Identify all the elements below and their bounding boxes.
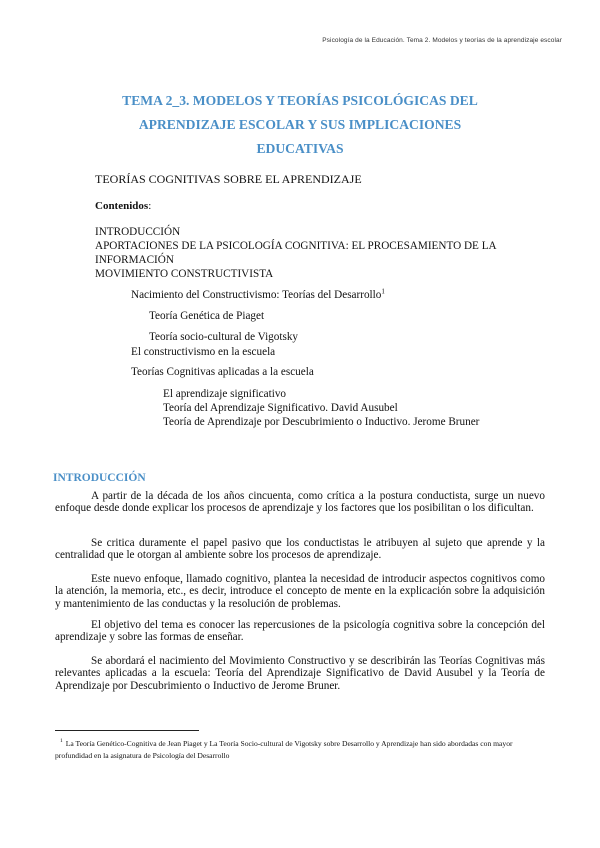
title-line: APRENDIZAJE ESCOLAR Y SUS IMPLICACIONES bbox=[138, 117, 462, 132]
running-header: Psicología de la Educación. Tema 2. Modelos y teorías de la aprendizaje escolar bbox=[322, 37, 562, 44]
toc-item-aportaciones-cont: INFORMACIÓN bbox=[95, 254, 174, 266]
toc-item-piaget: Teoría Genética de Piaget bbox=[149, 310, 265, 322]
toc-item-ausubel: Teoría del Aprendizaje Significativo. David Ausubel bbox=[163, 402, 398, 414]
footnote-marker: 1 bbox=[60, 738, 63, 745]
toc-item-nacimiento bbox=[131, 289, 385, 301]
toc-item-movimiento: MOVIMIENTO CONSTRUCTIVISTA bbox=[95, 268, 274, 280]
title-line: TEMA 2_3. MODELOS Y TEORÍAS PSICOLÓGICAS DEL bbox=[122, 93, 478, 108]
paragraph: Se abordará el nacimiento del Movimiento Constructivo y se describirán las Teorías Cognitivas más relevantes aplicadas a la escuela: Teoría del Aprendizaje Significativo de David Ausubel y la Teoría de Aprendizaje por Descubrimiento o Inductivo de Jerome Bruner. bbox=[55, 655, 545, 692]
paragraph: A partir de la década de los años cincuenta, como crítica a la postura conductista, surge un nuevo enfoque desde donde explicar los procesos de aprendizaje y los factores que los posibilitan o los dificultan. bbox=[55, 490, 545, 515]
contents-label: Contenidos bbox=[95, 200, 149, 212]
document-title bbox=[60, 89, 540, 161]
title-line: EDUCATIVAS bbox=[256, 141, 344, 156]
toc-item-escuela: El constructivismo en la escuela bbox=[131, 346, 276, 358]
contents-colon: : bbox=[148, 200, 152, 212]
footnote bbox=[55, 738, 545, 762]
paragraph: Se critica duramente el papel pasivo que los conductistas le atribuyen al sujeto que aprende y la centralidad que le otorgan al ambiente sobre los procesos de aprendizaje. bbox=[55, 537, 545, 562]
footnote-reference: 1 bbox=[381, 287, 385, 296]
footnote-text: La Teoría Genético-Cognitiva de Jean Piaget y La Teoría Socio-cultural de Vigotsky sobre Desarrollo y Aprendizaje han sido abordadas con mayor profundidad en la asignatura de Psicología del Desarrollo bbox=[55, 739, 513, 760]
toc-item-introduccion: INTRODUCCIÓN bbox=[95, 226, 181, 238]
toc-item-nacimiento-label: Nacimiento del Constructivismo: Teorías del Desarrollo bbox=[131, 289, 382, 301]
toc-item-bruner: Teoría de Aprendizaje por Descubrimiento o Inductivo. Jerome Bruner bbox=[163, 416, 480, 428]
paragraph: El objetivo del tema es conocer las repercusiones de la psicología cognitiva sobre la concepción del aprendizaje y sobre las formas de enseñar. bbox=[55, 619, 545, 644]
paragraph: Este nuevo enfoque, llamado cognitivo, plantea la necesidad de introducir aspectos cognitivos como la atención, la memoria, etc., es decir, introduce el concepto de mente en la explicación sobre la adquisición y mantenimiento de las conductas y la resolución de problemas. bbox=[55, 573, 545, 610]
toc-item-significativo: El aprendizaje significativo bbox=[163, 388, 287, 400]
document-subtitle: TEORÍAS COGNITIVAS SOBRE EL APRENDIZAJE bbox=[95, 172, 362, 186]
toc-item-aportaciones: APORTACIONES DE LA PSICOLOGÍA COGNITIVA: EL PROCESAMIENTO DE LA bbox=[95, 240, 497, 252]
footnote-divider bbox=[55, 730, 199, 731]
toc-item-teorias-aplicadas: Teorías Cognitivas aplicadas a la escuela bbox=[131, 366, 314, 378]
contents-heading bbox=[95, 200, 151, 212]
toc-item-vigotsky: Teoría socio-cultural de Vigotsky bbox=[149, 331, 299, 343]
section-heading-introduccion: INTRODUCCIÓN bbox=[53, 472, 146, 484]
